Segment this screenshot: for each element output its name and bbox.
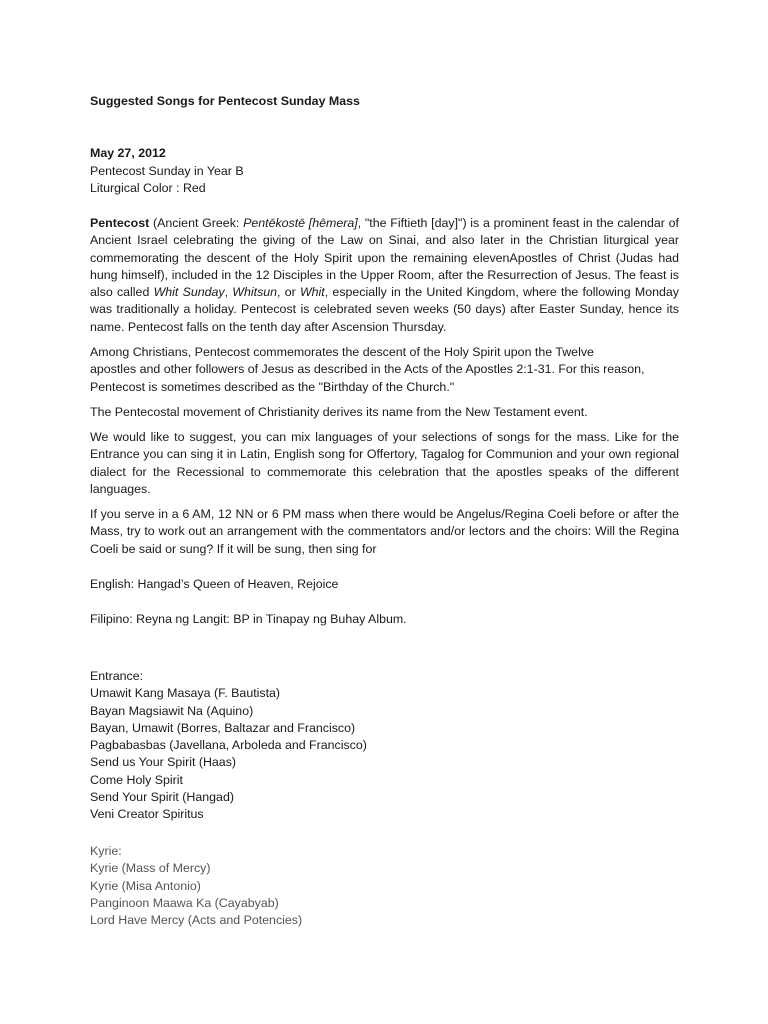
kyrie-song: Panginoon Maawa Ka (Cayabyab)	[90, 895, 279, 910]
entrance-song: Bayan Magsiawit Na (Aquino)	[90, 703, 254, 718]
entrance-song: Bayan, Umawit (Borres, Baltazar and Francisco)	[90, 720, 356, 735]
pentecost-term: Pentecost	[90, 216, 150, 230]
whit-term: Whit	[299, 285, 325, 300]
kyrie-section	[90, 843, 679, 929]
entrance-song: Come Holy Spirit	[90, 772, 183, 787]
entrance-song: Umawit Kang Masaya (F. Bautista)	[90, 686, 281, 701]
whitsun-term: Whitsun	[232, 285, 278, 300]
entrance-song: Veni Creator Spiritus	[90, 807, 204, 822]
mass-date	[90, 145, 679, 162]
entrance-heading: Entrance:	[90, 669, 144, 683]
kyrie-song: Lord Have Mercy (Acts and Potencies)	[90, 913, 303, 928]
christians-paragraph	[90, 344, 679, 396]
english-suggestion: English: Hangad’s Queen of Heaven, Rejoice	[90, 577, 339, 591]
p1-text-d: , or	[277, 285, 300, 300]
p1-text-b: , "the Fiftieth [day]") is a prominent feast in the calendar of Ancient Israel celebrating the giving of the Law on Sinai, and also later in the Christian liturgical year commemorating the descent of the Holy Spirit upon the remaining elevenApostles of Christ (Judas had hung himself), included in the 12 Disciples in the Upper Room, after the Resurrection of Jesus. The feast is also called	[90, 216, 679, 300]
filipino-suggestion: Filipino: Reyna ng Langit: BP in Tinapay ng Buhay Album.	[90, 612, 407, 626]
kyrie-song: Kyrie (Mass of Mercy)	[90, 861, 211, 876]
mass-info	[90, 163, 679, 198]
kyrie-heading: Kyrie:	[90, 844, 122, 858]
christians-line-3: Pentecost is sometimes described as the "Birthday of the Church."	[90, 379, 455, 394]
pentecostal-movement-paragraph: The Pentecostal movement of Christianity derives its name from the New Testament event.	[90, 405, 588, 419]
regina-coeli-paragraph: If you serve in a 6 AM, 12 NN or 6 PM mass when there would be Angelus/Regina Coeli before or after the Mass, try to work out an arrangement with the commentators and/or lectors and the choirs: Will the Regina Coeli be said or sung? If it will be sung, then sing for	[90, 507, 679, 556]
entrance-song: Send us Your Spirit (Haas)	[90, 755, 237, 770]
p1-text-c: ,	[224, 285, 233, 300]
pentecost-paragraph	[90, 215, 679, 336]
p1-text-a: (Ancient Greek:	[149, 216, 244, 230]
kyrie-song: Kyrie (Misa Antonio)	[90, 878, 201, 893]
p1-text-e: , especially in the United Kingdom, where the following Monday was traditionally a holiday. Pentecost is celebrated seven weeks (50 days) after Easter Sunday, hence its name. Pentecost falls on the tenth day after Ascension Thursday.	[90, 285, 679, 334]
whit-sunday-term: Whit Sunday	[153, 285, 225, 300]
greek-term: Pentēkostē [hēmera]	[243, 216, 358, 230]
date-line: May 27, 2012	[90, 146, 166, 160]
christians-line-1: Among Christians, Pentecost commemorates the descent of the Holy Spirit upon the Twelve	[90, 345, 594, 359]
languages-paragraph: We would like to suggest, you can mix languages of your selections of songs for the mass. Like for the Entrance you can sing it in Latin, English song for Offertory, Tagalog for Communion and your own regional dialect for the Recessional to commemorate this celebration that the apostles speaks of the different languages.	[90, 430, 679, 496]
occasion-line: Pentecost Sunday in Year B	[90, 163, 244, 178]
entrance-section	[90, 668, 679, 824]
entrance-song: Pagbabasbas (Javellana, Arboleda and Francisco)	[90, 738, 367, 753]
entrance-song: Send Your Spirit (Hangad)	[90, 790, 234, 805]
document-title: Suggested Songs for Pentecost Sunday Mass	[90, 94, 360, 108]
christians-line-2: apostles and other followers of Jesus as described in the Acts of the Apostles 2:1-31. For this reason,	[90, 362, 645, 377]
liturgical-color-line: Liturgical Color : Red	[90, 180, 206, 195]
